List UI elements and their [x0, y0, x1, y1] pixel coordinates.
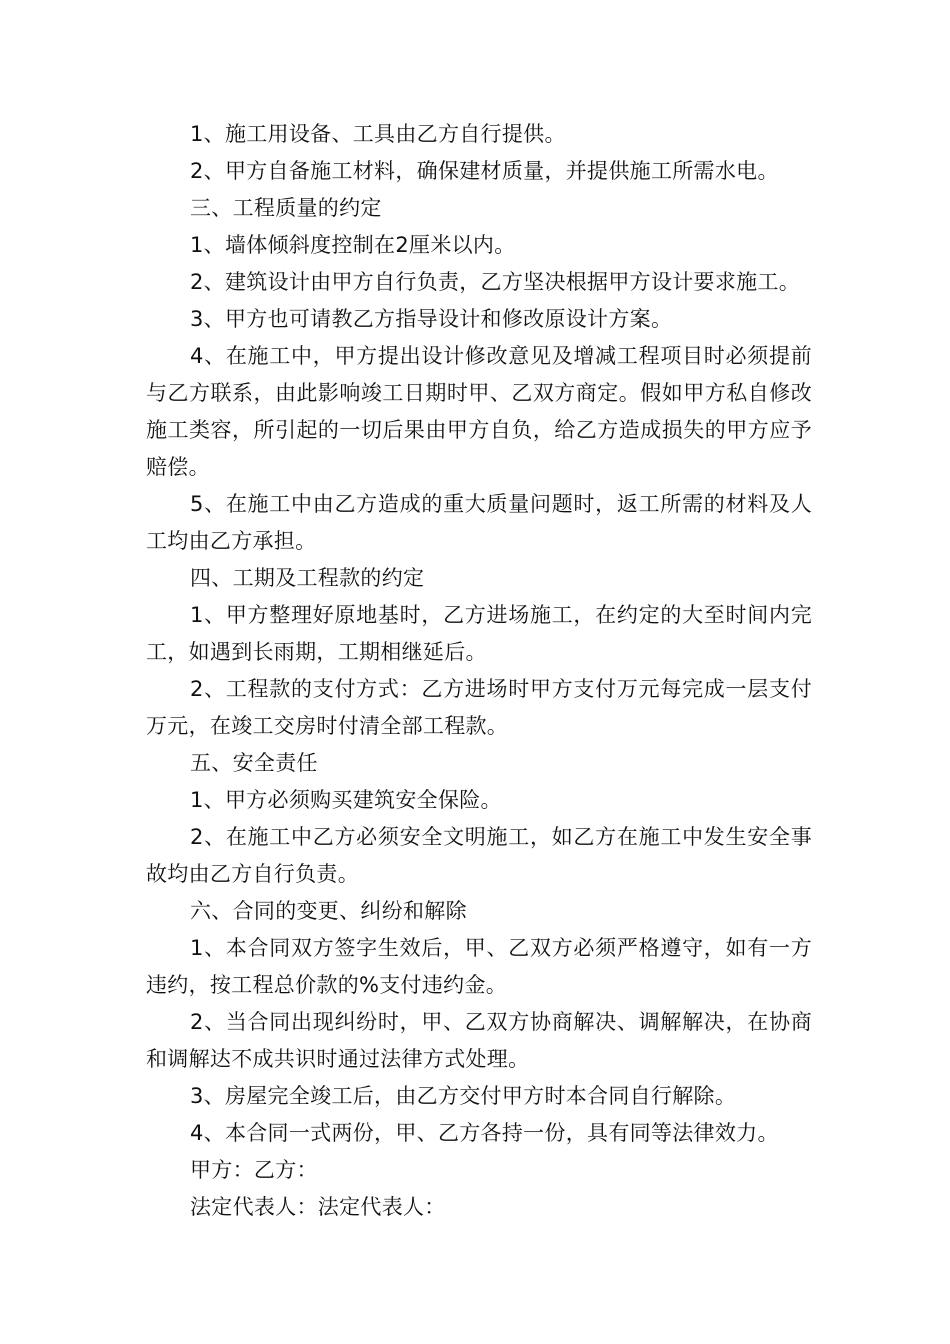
paragraph: 2、在施工中乙方必须安全文明施工，如乙方在施工中发生安全事故均由乙方自行负责。	[146, 825, 812, 886]
document-page	[146, 116, 812, 1226]
paragraph: 1、甲方整理好原地基时，乙方进场施工，在约定的大至时间内完工，如遇到长雨期，工期相继延后。	[146, 603, 812, 664]
section-heading: 四、工期及工程款的约定	[190, 566, 425, 590]
signature-line: 法定代表人：法定代表人：	[190, 1195, 446, 1219]
paragraph: 1、甲方必须购买建筑安全保险。	[190, 788, 502, 812]
paragraph: 4、在施工中，甲方提出设计修改意见及增减工程项目时必须提前与乙方联系，由此影响竣工日期时甲、乙双方商定。假如甲方私自修改施工类容，所引起的一切后果由甲方自负，给乙方造成损失的甲方应予赔偿。	[146, 344, 812, 479]
paragraph: 1、施工用设备、工具由乙方自行提供。	[190, 122, 566, 146]
paragraph: 2、当合同出现纠纷时，甲、乙双方协商解决、调解解决，在协商和调解达不成共识时通过法律方式处理。	[146, 1010, 812, 1071]
paragraph: 3、甲方也可请教乙方指导设计和修改原设计方案。	[190, 307, 673, 331]
paragraph: 1、墙体倾斜度控制在2厘米以内。	[190, 233, 516, 257]
signature-line: 甲方：乙方：	[190, 1158, 318, 1182]
paragraph: 3、房屋完全竣工后，由乙方交付甲方时本合同自行解除。	[190, 1084, 737, 1108]
paragraph: 5、在施工中由乙方造成的重大质量问题时，返工所需的材料及人工均由乙方承担。	[146, 492, 812, 553]
section-heading: 五、安全责任	[190, 751, 318, 775]
section-heading: 六、合同的变更、纠纷和解除	[190, 899, 467, 923]
paragraph: 2、工程款的支付方式：乙方进场时甲方支付万元每完成一层支付万元，在竣工交房时付清全部工程款。	[146, 677, 812, 738]
paragraph: 2、甲方自备施工材料，确保建材质量，并提供施工所需水电。	[190, 159, 779, 183]
paragraph: 2、建筑设计由甲方自行负责，乙方坚决根据甲方设计要求施工。	[190, 270, 801, 294]
paragraph: 4、本合同一式两份，甲、乙方各持一份，具有同等法律效力。	[190, 1121, 779, 1145]
paragraph: 1、本合同双方签字生效后，甲、乙双方必须严格遵守，如有一方违约，按工程总价款的%支付违约金。	[146, 936, 812, 997]
section-heading: 三、工程质量的约定	[190, 196, 382, 220]
